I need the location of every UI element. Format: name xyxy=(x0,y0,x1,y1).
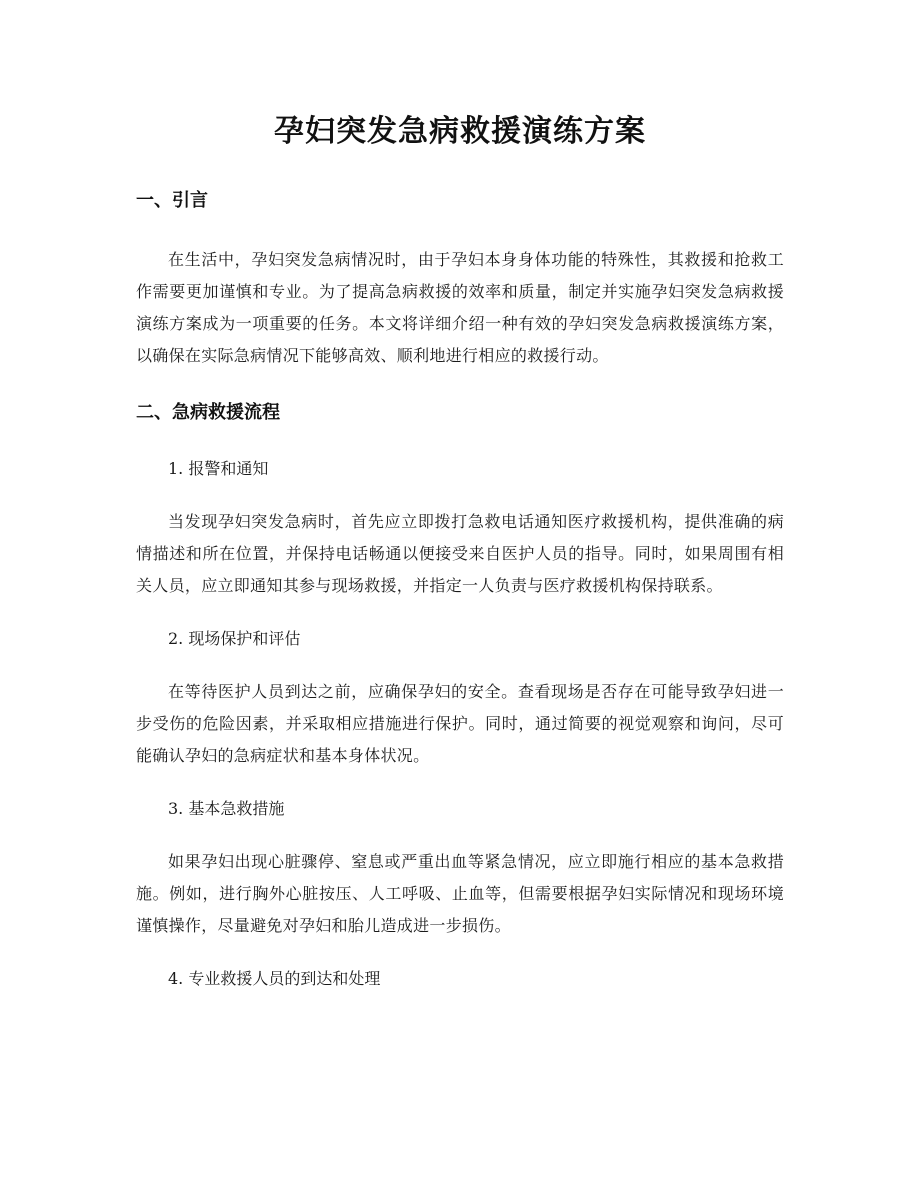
introduction-paragraph: 在生活中，孕妇突发急病情况时，由于孕妇本身身体功能的特殊性，其救援和抢救工作需要更加谨慎和专业。为了提高急病救援的效率和质量，制定并实施孕妇突发急病救援演练方案成为一项重要的任务。本文将详细介绍一种有效的孕妇突发急病救援演练方案，以确保在实际急病情况下能够高效、顺利地进行相应的救援行动。 xyxy=(136,250,784,365)
step-heading-scene-protection: 2. 现场保护和评估 xyxy=(168,629,301,648)
step-heading-professional-rescue: 4. 专业救援人员的到达和处理 xyxy=(168,969,381,988)
step-paragraph-alarm-and-notify: 当发现孕妇突发急病时，首先应立即拨打急救电话通知医疗救援机构，提供准确的病情描述和所在位置，并保持电话畅通以便接受来自医护人员的指导。同时，如果周围有相关人员，应立即通知其参与现场救援，并指定一人负责与医疗救援机构保持联系。 xyxy=(136,512,784,595)
step-heading-basic-first-aid: 3. 基本急救措施 xyxy=(168,799,285,818)
section-heading-rescue-process: 二、急病救援流程 xyxy=(136,402,280,423)
step-paragraph-scene-protection: 在等待医护人员到达之前，应确保孕妇的安全。查看现场是否存在可能导致孕妇进一步受伤的危险因素，并采取相应措施进行保护。同时，通过简要的视觉观察和询问，尽可能确认孕妇的急病症状和基本身体状况。 xyxy=(136,682,784,765)
step-paragraph-basic-first-aid: 如果孕妇出现心脏骤停、窒息或严重出血等紧急情况，应立即施行相应的基本急救措施。例如，进行胸外心脏按压、人工呼吸、止血等，但需要根据孕妇实际情况和现场环境谨慎操作，尽量避免对孕妇和胎儿造成进一步损伤。 xyxy=(136,852,784,935)
document-title: 孕妇突发急病救援演练方案 xyxy=(274,114,646,149)
step-heading-alarm-and-notify: 1. 报警和通知 xyxy=(168,459,269,478)
section-heading-introduction: 一、引言 xyxy=(136,190,208,211)
